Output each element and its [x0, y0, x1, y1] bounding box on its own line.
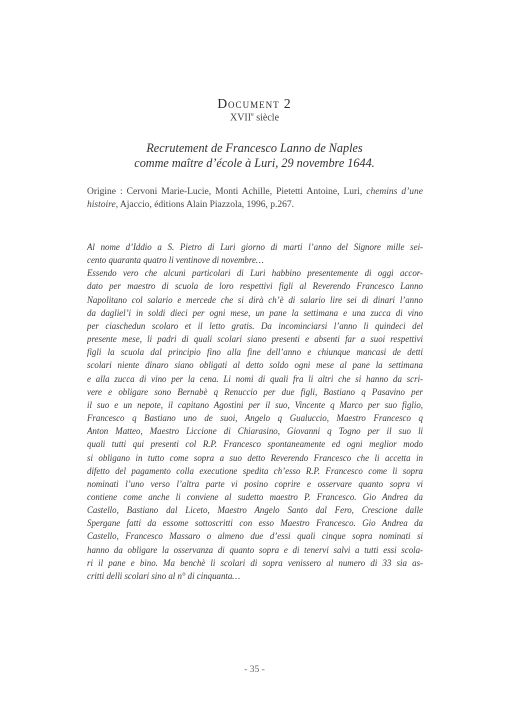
text-line: hanno da obligare la osservanza di quanto sopra e di tenervi salvi a tutti essi scola-: [87, 544, 423, 555]
page-number: - 35 -: [244, 665, 265, 675]
text-line: e alla zucca di vino per la cena. Li nomi di quali fra li altri che si hanno da scri-: [87, 373, 423, 384]
text-line: Castello, Francesco Massaro o almeno due d’essi quali cinque sopra nominati si: [87, 531, 423, 542]
text-line: Spergane fatti da essome sottoscritti con esso Maestro Francesco. Gio Andrea da: [87, 518, 423, 529]
document-subtitle: [0, 141, 509, 171]
text-line: nominati l’uno verso l’altra parte vi posino coprire e osservare quanto sopra vi: [87, 478, 423, 489]
subtitle-line-1: Recrutement de Francesco Lanno de Naples: [146, 141, 363, 155]
citation-authors: Origine : Cervoni Marie-Lucie, Monti Achille, Pietetti Antoine, Luri,: [87, 187, 367, 197]
text-line: per ciaschedun scolaro et il letto gratis. Da incominciarsi l’anno li quindeci del: [87, 320, 423, 331]
text-line: quali tutti qui presenti col R.P. Francesco spontaneamente ed ogni meglior modo: [87, 439, 423, 450]
text-line: critti delli scolari sino al n° di cinquanta…: [87, 570, 241, 581]
text-line: da dagliel’i in soldi dieci per ogni mese, un pane la settimana e una zucca di vino: [87, 307, 423, 318]
century-label: [0, 112, 509, 123]
text-line: Anton Matteo, Maestro Liccione di Chiarasino, Giovanni q Togno per il suo li: [87, 426, 423, 437]
text-line: contiene come anche li conviene al sudetto maestro P. Francesco. Gio Andrea da: [87, 491, 423, 502]
text-line: si obligano in tutto come sopra a suo detto Reverendo Francesco che li accetta in: [87, 452, 423, 463]
text-line: vere e obligare sono Bernabè q Renuccio per due figli, Bastiano q Pasavino per: [87, 386, 423, 397]
citation-title: chemins d’une histoire: [87, 187, 423, 210]
source-citation: [87, 186, 423, 211]
text-line: presente mese, li padri di quali scolari siano presenti e absenti far a suoi respettivi: [87, 334, 423, 345]
text-line: scolari niente dinaro siano obligati al detto soldo ogni mese al pane la settimana: [87, 360, 423, 371]
text-line: figli la scuola dal principio fino alla fine dell’anno e chiunque mancasi de detti: [87, 347, 423, 358]
century-superscript: e: [251, 112, 254, 118]
text-line: dato per maestro di scuola de loro respettivi figli al Reverendo Francesco Lanno: [87, 281, 423, 292]
text-line: cento quaranta quatro li ventinove di novembre…: [87, 255, 264, 266]
transcribed-document-text: [87, 241, 423, 583]
text-line: Al nome d’Iddio a S. Pietro di Luri giorno di marti l’anno del Signore mille sei-: [87, 242, 423, 252]
text-line: Essendo vero che alcuni particolari di Luri habbino presentemente di oggi accor-: [87, 268, 423, 279]
text-line: il suo e un nepote, il capitano Agostini per il suo, Vincente q Marco per suo figlio,: [87, 399, 423, 410]
text-line: Francesco q Bastiano uno de suoi, Angelo q Gualuccio, Maestro Francesco q: [87, 413, 423, 424]
text-line: difetto del pagamento colla executione spedita ch’esso R.P. Francesco come li sopra: [87, 465, 423, 476]
subtitle-line-2: comme maître d’école à Luri, 29 novembre 1644.: [134, 156, 375, 170]
document-title: Document 2: [217, 96, 292, 111]
citation-publisher: , Ajaccio, éditions Alain Piazzola, 1996, p.267.: [115, 199, 295, 210]
text-line: Napolitano col salario e mercede che si dirà ch’è di salario lire sei di dinari l’anno: [87, 294, 423, 305]
century-word: siècle: [256, 112, 280, 124]
century-numeral: XVII: [229, 112, 252, 124]
text-line: Castello, Bastiano dal Liceto, Maestro Angelo Santo dal Fero, Crescione dalle: [87, 505, 423, 516]
text-line: ri il pane e bino. Ma benchè li scolari di sopra venissero al numero di 33 sia as-: [87, 557, 423, 568]
